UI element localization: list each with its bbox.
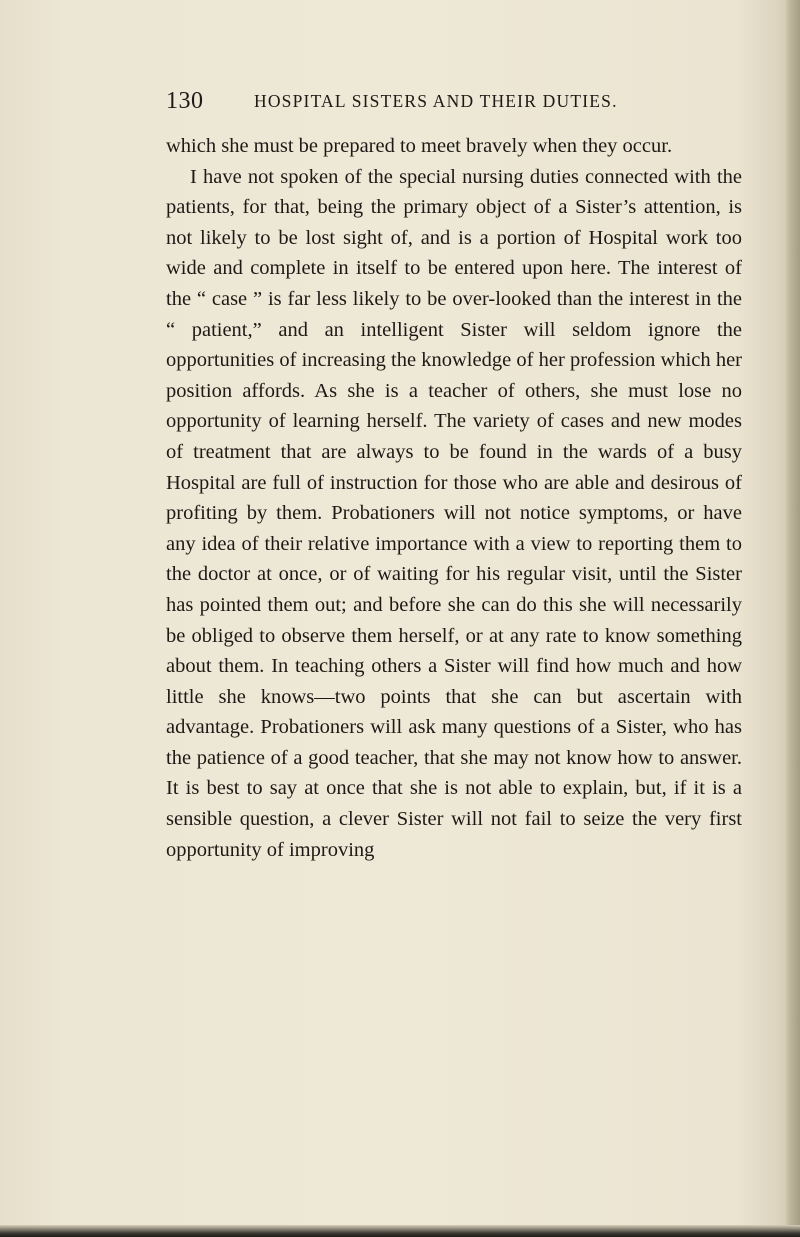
page-number: 130: [166, 88, 204, 114]
page-header: [166, 88, 686, 114]
page-edge-shadow: [786, 0, 800, 1237]
body-text: [166, 131, 742, 865]
paragraph-nursing-duties: I have not spoken of the special nursing duties connected with the patients, for that, being the primary object of a Sister’s attention, is not likely to be lost sight of, and is a portion of Hospital work too wide and complete in itself to be entered upon here. The interest of the “ case ” is far less likely to be over-looked than the interest in the “ patient,” and an intelligent Sister will seldom ignore the opportunities of increasing the knowledge of her profession which her position affords. As she is a teacher of others, she must lose no opportunity of learning herself. The variety of cases and new modes of treatment that are always to be found in the wards of a busy Hospital are full of instruction for those who are able and desirous of profiting by them. Probationers will not notice symptoms, or have any idea of their relative importance with a view to reporting them to the doctor at once, or of waiting for his regular visit, until the Sister has pointed them out; and before she can do this she will necessarily be obliged to observe them herself, or at any rate to know something about them. In teaching others a Sister will find how much and how little she knows—two points that she can but ascertain with advantage. Probationers will ask many questions of a Sister, who has the patience of a good teacher, that she may not know how to answer. It is best to say at once that she is not able to explain, but, if it is a sensible question, a clever Sister will not fail to seize the very first opportunity of improving: [166, 165, 742, 861]
page-bottom-edge: [0, 1225, 800, 1237]
running-head: HOSPITAL SISTERS AND THEIR DUTIES.: [254, 91, 618, 111]
paragraph-continued: which she must be prepared to meet bravely when they occur.: [166, 135, 673, 157]
